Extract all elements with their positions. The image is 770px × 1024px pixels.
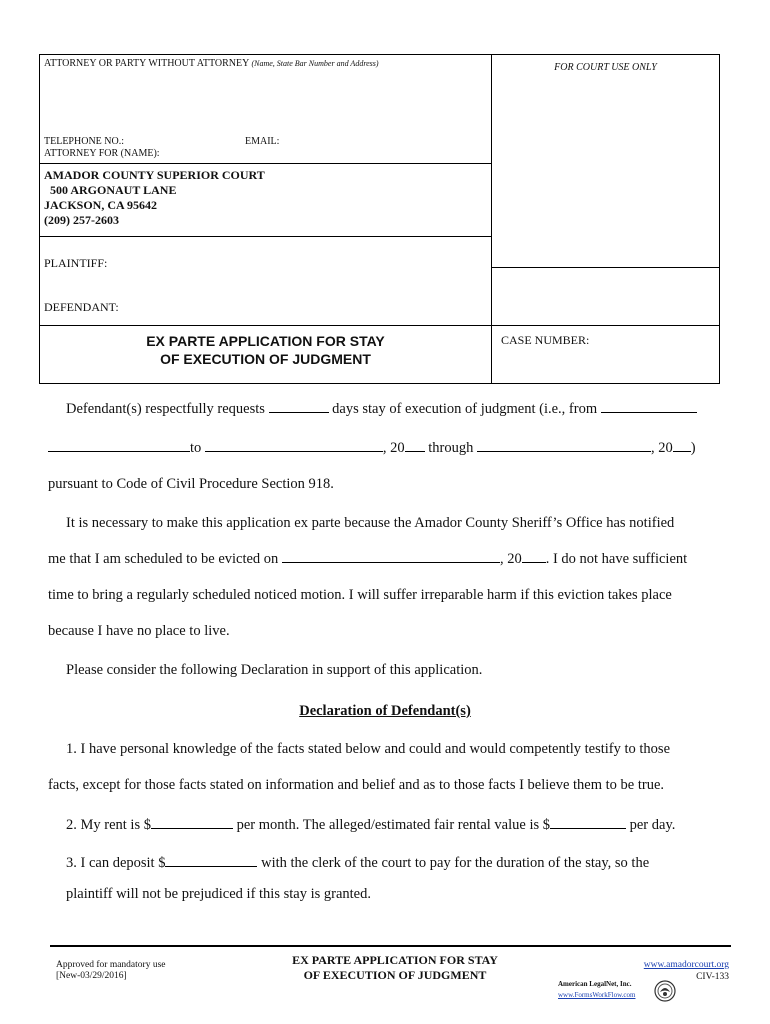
d3-text-a: 3. I can deposit $ [66, 855, 166, 871]
paragraph-1-line3: pursuant to Code of Civil Procedure Section 918. [48, 476, 334, 492]
eviction-date-blank[interactable] [282, 550, 500, 563]
paragraph-2-line3: time to bring a regularly scheduled noticed motion. I will suffer irreparable harm if this eviction takes place [48, 587, 672, 603]
declaration-3-line1 [66, 854, 649, 872]
court-name: AMADOR COUNTY SUPERIOR COURT [44, 168, 265, 182]
paragraph-1-line2 [48, 439, 696, 457]
caption-title-line2: OF EXECUTION OF JUDGMENT [160, 351, 371, 367]
form-number: CIV-133 [696, 972, 729, 982]
footer-revision: [New-03/29/2016] [56, 971, 127, 981]
p1-close: ) [690, 440, 696, 456]
p2-year-prefix: , 20 [499, 551, 522, 567]
from-date-blank[interactable] [601, 400, 697, 413]
p1-text-a: Defendant(s) respectfully requests [66, 401, 265, 417]
from-date-blank-cont[interactable] [48, 439, 190, 452]
p2-text-a: me that I am scheduled to be evicted on [48, 551, 279, 567]
footer-title-line2: OF EXECUTION OF JUDGMENT [303, 968, 487, 982]
court-phone: (209) 257-2603 [44, 213, 119, 227]
declaration-heading-row [0, 702, 770, 720]
declaration-1-line1: 1. I have personal knowledge of the facts stated below and could and would competently testify to those [66, 741, 671, 757]
to-year-blank[interactable] [405, 439, 425, 452]
footer-approved: Approved for mandatory use [56, 960, 166, 970]
attorney-label-row [44, 58, 379, 70]
paragraph-2-line2 [48, 550, 687, 568]
publisher-link[interactable]: www.FormsWorkFlow.com [558, 991, 636, 999]
telephone-label: TELEPHONE NO.: [44, 136, 124, 147]
paragraph-2-line4: because I have no place to live. [48, 623, 230, 639]
days-blank[interactable] [269, 400, 329, 413]
d2-text-a: 2. My rent is $ [66, 817, 151, 833]
declaration-2 [66, 816, 675, 834]
p1-through: through [428, 440, 474, 456]
p1-year-prefix-b: , 20 [651, 440, 673, 456]
court-use-label: FOR COURT USE ONLY [554, 62, 657, 73]
paragraph-3: Please consider the following Declaration in support of this application. [66, 662, 483, 678]
p1-year-prefix-a: , 20 [382, 440, 405, 456]
rent-blank[interactable] [151, 816, 233, 829]
deposit-blank[interactable] [165, 854, 257, 867]
email-label: EMAIL: [245, 136, 280, 147]
court-street: 500 ARGONAUT LANE [50, 183, 177, 197]
publisher-logo-icon [654, 980, 676, 1002]
p1-text-b: days stay of execution of judgment (i.e., from [332, 401, 598, 417]
rental-value-blank[interactable] [550, 816, 626, 829]
court-address-block [44, 168, 265, 228]
paragraph-1-line1 [66, 400, 697, 418]
declaration-3-line2: plaintiff will not be prejudiced if this stay is granted. [66, 886, 371, 902]
p2-text-c: . I do not have sufficient [545, 551, 688, 567]
through-date-blank[interactable] [477, 439, 651, 452]
declaration-1-line2: facts, except for those facts stated on information and belief and as to those facts I believe them to be true. [48, 777, 665, 793]
through-year-blank[interactable] [673, 439, 691, 452]
caption-title-line1: EX PARTE APPLICATION FOR STAY [146, 333, 385, 349]
declaration-heading: Declaration of Defendant(s) [299, 703, 471, 719]
case-number-label: CASE NUMBER: [501, 333, 590, 347]
plaintiff-label: PLAINTIFF: [44, 256, 108, 270]
court-website-link[interactable]: www.amadorcourt.org [643, 960, 729, 970]
attorney-for-label: ATTORNEY FOR (NAME): [44, 148, 160, 159]
p1-to: to [190, 440, 202, 456]
footer-approval [56, 960, 165, 982]
d2-text-c: per day. [629, 817, 676, 833]
paragraph-2-line1: It is necessary to make this application ex parte because the Amador County Sheriff’s Office has notified [66, 515, 675, 531]
footer-rule [50, 945, 731, 947]
publisher-block [558, 979, 678, 1005]
d2-text-b: per month. The alleged/estimated fair rental value is $ [236, 817, 550, 833]
caption-title [40, 332, 491, 368]
footer-title-line1: EX PARTE APPLICATION FOR STAY [292, 953, 498, 967]
d3-text-b: with the clerk of the court to pay for the duration of the stay, so the [261, 855, 650, 871]
eviction-year-blank[interactable] [522, 550, 546, 563]
attorney-label: ATTORNEY OR PARTY WITHOUT ATTORNEY [44, 58, 249, 69]
defendant-label: DEFENDANT: [44, 300, 119, 314]
to-date-blank[interactable] [205, 439, 383, 452]
attorney-hint: (Name, State Bar Number and Address) [251, 59, 379, 68]
footer-title [250, 953, 540, 983]
court-city: JACKSON, CA 95642 [44, 198, 158, 212]
publisher-name: American LegalNet, Inc. [558, 980, 632, 988]
